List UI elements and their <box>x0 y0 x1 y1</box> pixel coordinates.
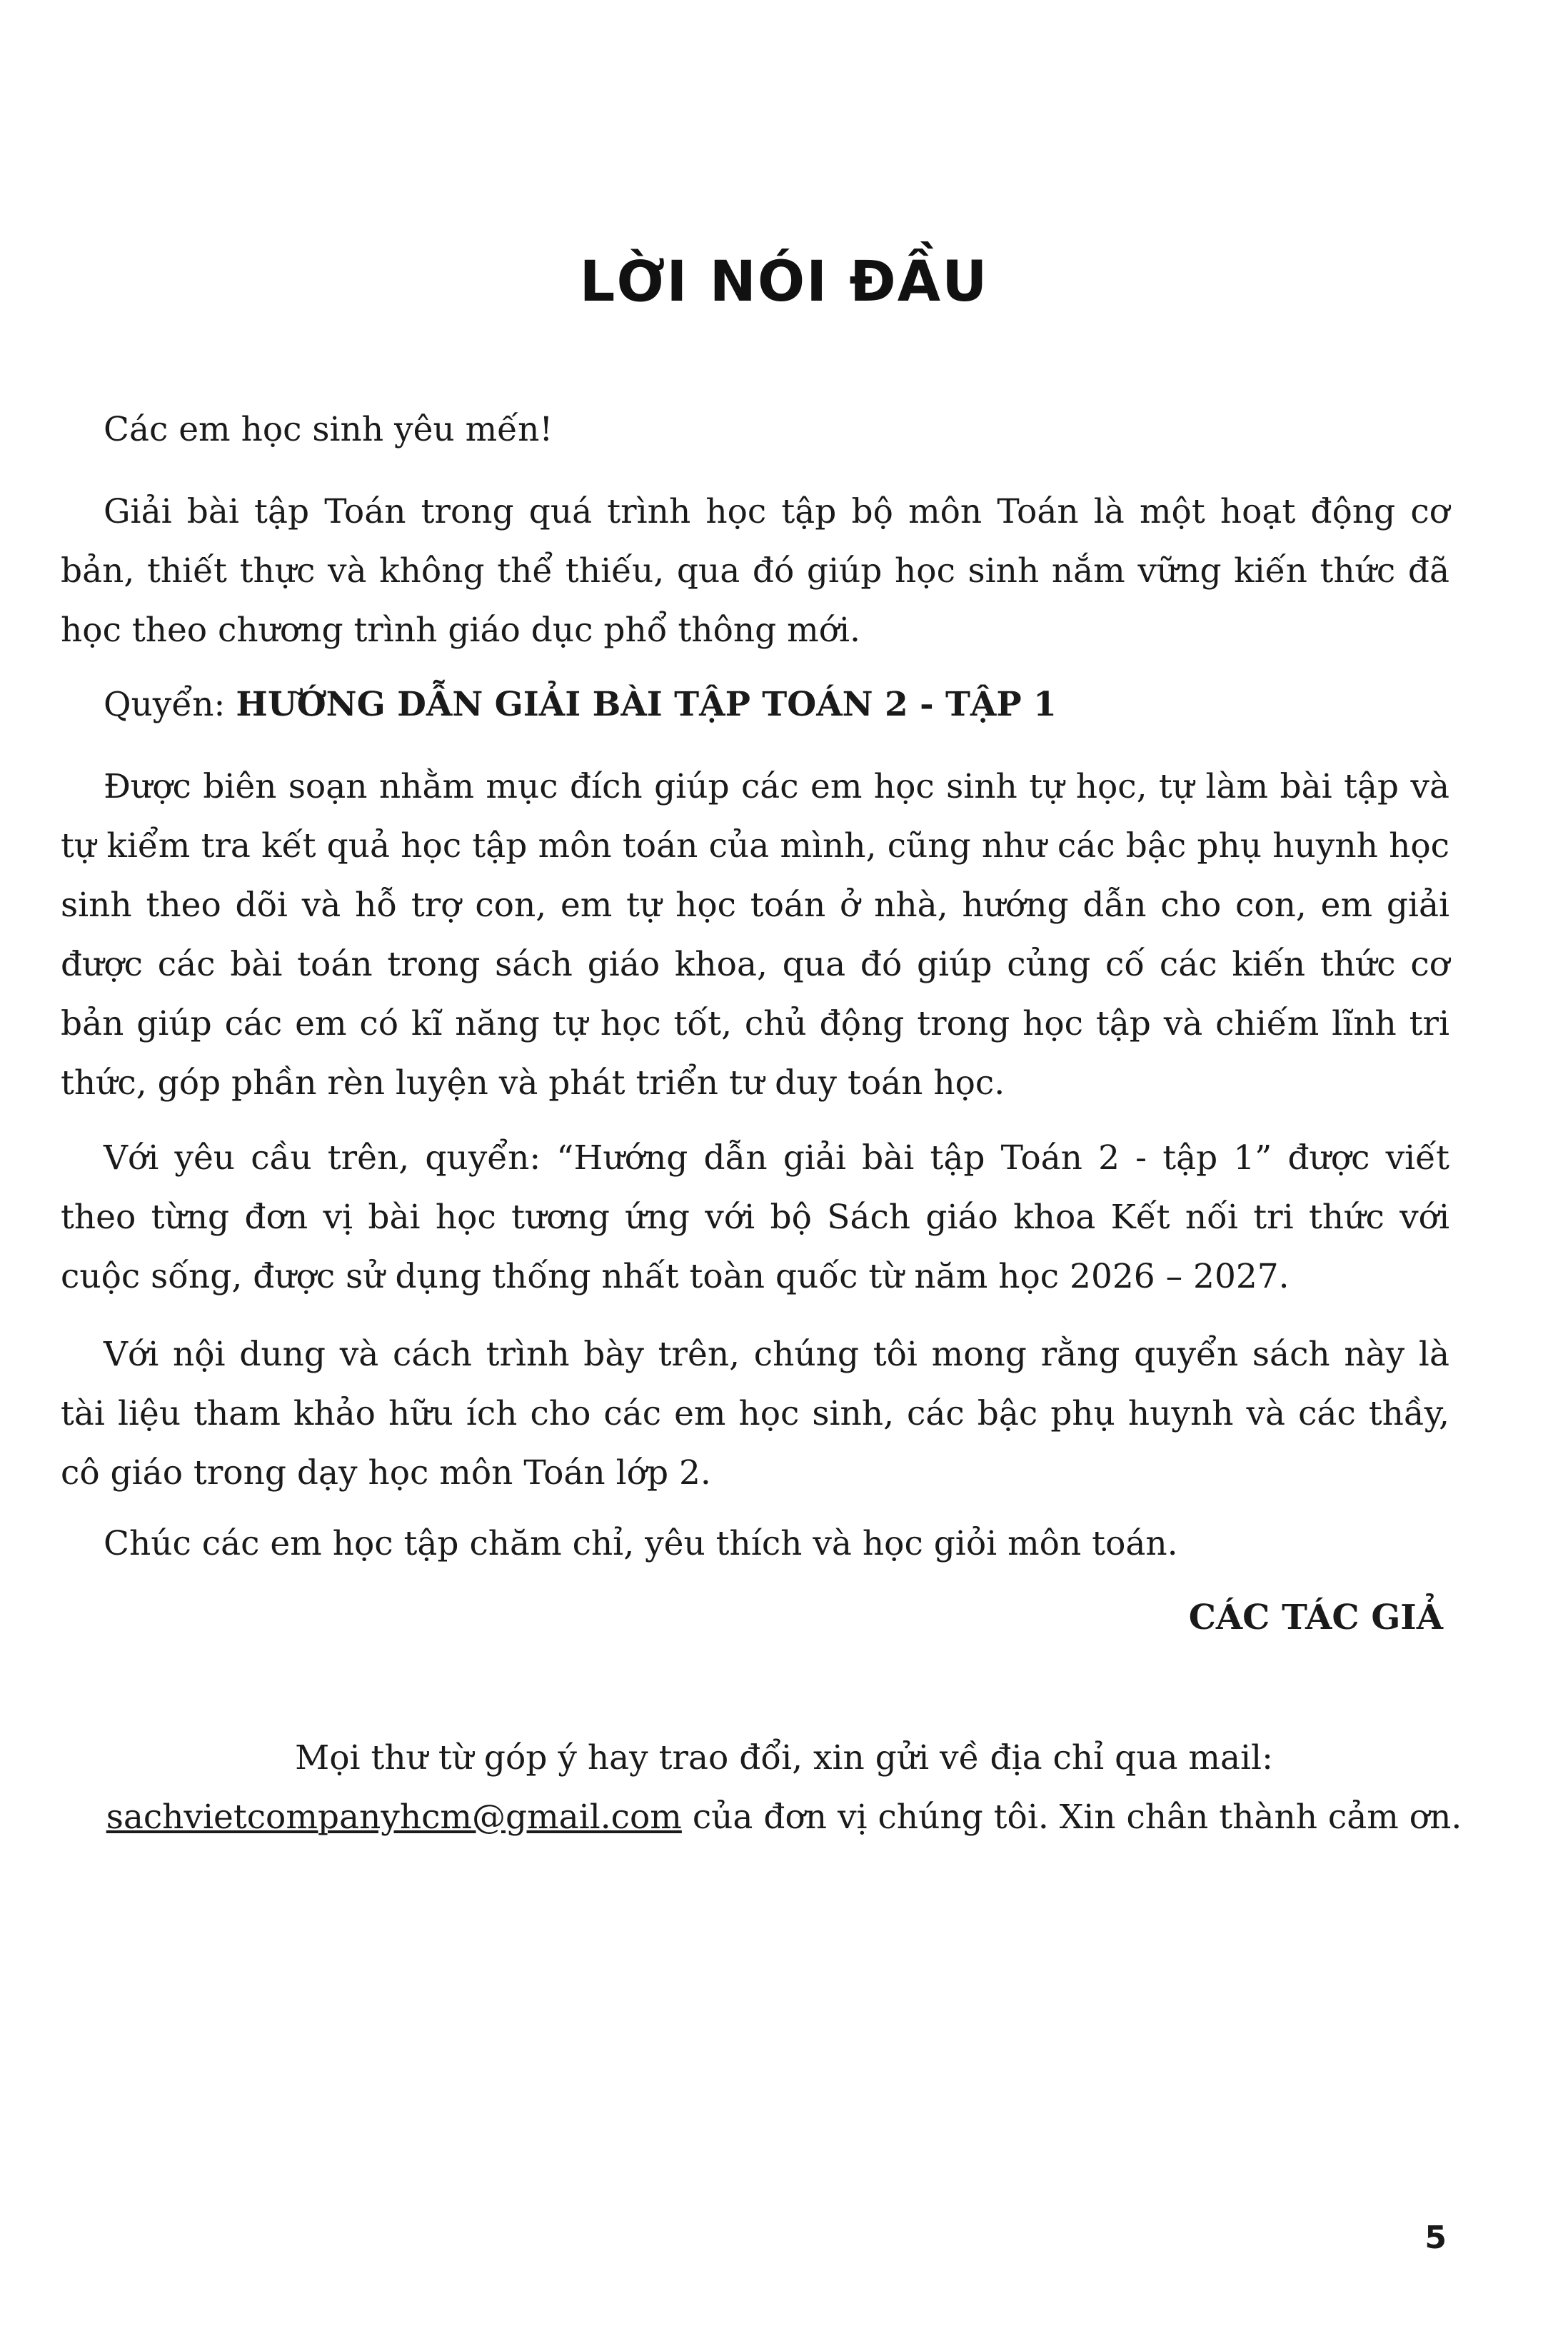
book-title: HƯỚNG DẪN GIẢI BÀI TẬP TOÁN 2 - TẬP 1 <box>236 685 1057 724</box>
paragraph-purpose: Được biên soạn nhằm mục đích giúp các em học sinh tự học, tự làm bài tập và tự kiểm tra kết quả học tập môn toán của mình, cũng như các bậc phụ huynh học sinh theo dõi và hỗ trợ con, em tự học toán ở nhà, hướng dẫn cho con, em giải được các bài toán trong sách giáo khoa, qua đó giúp củng cố các kiến thức cơ bản giúp các em có kĩ năng tự học tốt, chủ động trong học tập và chiếm lĩnh tri thức, góp phần rèn luyện và phát triển tư duy toán học. <box>61 767 1449 1103</box>
contact-email-link[interactable]: sachvietcompanyhcm@gmail.com <box>106 1798 682 1837</box>
authors-signature: CÁC TÁC GIẢ <box>1188 1598 1443 1638</box>
contact-block <box>0 1728 1568 1847</box>
paragraph-intro: Giải bài tập Toán trong quá trình học tập bộ môn Toán là một hoạt động cơ bản, thiết thực và không thể thiếu, qua đó giúp học sinh nắm vững kiến thức đã học theo chương trình giáo dục phổ thông mới. <box>61 492 1449 650</box>
closing-wish: Chúc các em học tập chăm chỉ, yêu thích và học giỏi môn toán. <box>104 1524 1178 1563</box>
contact-line-2 <box>0 1788 1568 1847</box>
contact-line-2-text: của đơn vị chúng tôi. Xin chân thành cảm ơn. <box>681 1798 1462 1837</box>
page-number: 5 <box>1424 2220 1447 2256</box>
book-title-line <box>104 675 1057 734</box>
paragraph-hope: Với nội dung và cách trình bày trên, chúng tôi mong rằng quyển sách này là tài liệu tham khảo hữu ích cho các em học sinh, các bậc phụ huynh và các thầy, cô giáo trong dạy học môn Toán lớp 2. <box>61 1335 1449 1493</box>
greeting: Các em học sinh yêu mến! <box>104 410 553 449</box>
paragraph-structure: Với yêu cầu trên, quyển: “Hướng dẫn giải bài tập Toán 2 - tập 1” được viết theo từng đơn vị bài học tương ứng với bộ Sách giáo khoa Kết nối tri thức với cuộc sống, được sử dụng thống nhất toàn quốc từ năm học 2026 – 2027. <box>61 1138 1449 1296</box>
contact-line-1: Mọi thư từ góp ý hay trao đổi, xin gửi về địa chỉ qua mail: <box>295 1738 1273 1778</box>
page-title: LỜI NÓI ĐẦU <box>579 250 989 314</box>
book-title-label: Quyển: <box>104 685 226 724</box>
